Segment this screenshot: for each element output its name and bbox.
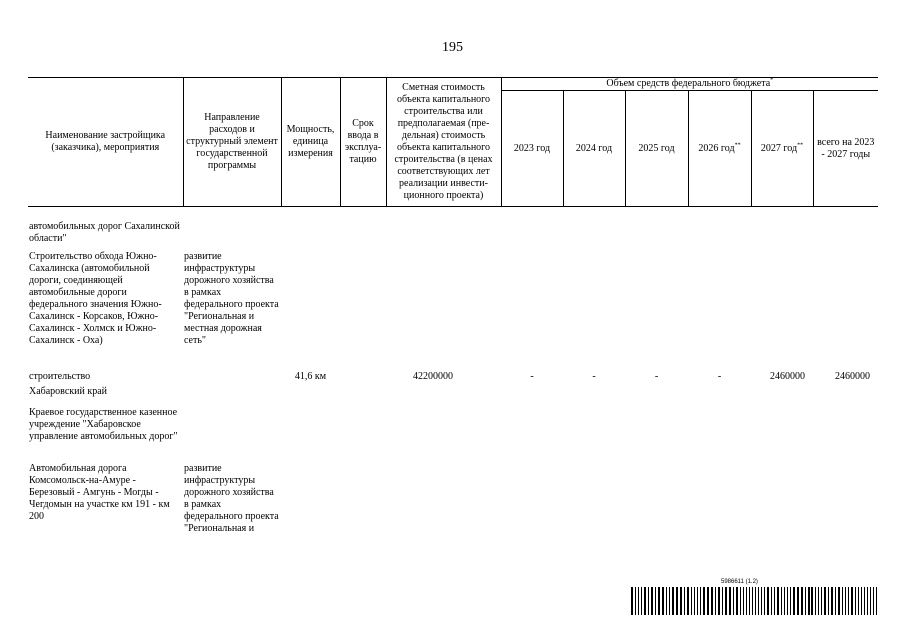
row-capacity: 41,6 км (294, 370, 327, 382)
header-year: 2027 год** (751, 91, 813, 207)
barcode-bar (676, 587, 678, 615)
barcode-bar (784, 587, 785, 615)
barcode-bar (758, 587, 759, 615)
barcode-bar (722, 587, 723, 615)
barcode-bar (752, 587, 753, 615)
barcode-bar (861, 587, 862, 615)
barcode-bar (767, 587, 769, 615)
barcode-bar (672, 587, 674, 615)
barcode-bar (729, 587, 731, 615)
row-value: - (530, 370, 534, 382)
header-deadline: Срок ввода в эксплуа-тацию (340, 78, 386, 207)
barcode-bar (666, 587, 667, 615)
barcode-bar (764, 587, 765, 615)
barcode-bar (842, 587, 843, 615)
barcode-bar (848, 587, 849, 615)
page-number: 195 (442, 40, 463, 55)
header-total: всего на 2023 - 2027 годы (813, 91, 878, 207)
row-direction: развитие инфраструктуры дорожного хозяйства в рамках федерального проекта "Региональная и местная дорожная сеть" (184, 250, 279, 346)
barcode-bar (858, 587, 859, 615)
barcode-bar (631, 587, 633, 615)
row-name: строительство (29, 370, 91, 382)
barcode-bar (746, 587, 747, 615)
header-federal-budget-label: Объем средств федерального бюджета (606, 78, 771, 89)
row-value: - (717, 370, 722, 382)
row-name: автомобильных дорог Сахалинской области" (29, 221, 180, 244)
barcode-bar (733, 587, 734, 615)
barcode-bar (662, 587, 664, 615)
barcode-caption: 5986611 (1.2) (721, 579, 758, 585)
barcode-bar (700, 587, 701, 615)
barcode-bar (687, 587, 689, 615)
barcode-bar (755, 587, 756, 615)
barcode-bar (867, 587, 868, 615)
barcode-bar (818, 587, 819, 615)
barcode-bar (805, 587, 806, 615)
barcode-bar (808, 587, 810, 615)
barcode-bar (703, 587, 705, 615)
barcode-bar (707, 587, 709, 615)
header-direction: Направление расходов и структурный элемент государственной программы (183, 78, 281, 207)
barcode-bar (835, 587, 836, 615)
row-total: 2460000 (835, 370, 871, 382)
table-row (28, 386, 878, 403)
barcode-bar (725, 587, 727, 615)
barcode-bar (824, 587, 826, 615)
barcode-bar (828, 587, 829, 615)
barcode-bar (718, 587, 720, 615)
barcode-bar (781, 587, 782, 615)
barcode-bar (761, 587, 762, 615)
barcode-bar (801, 587, 803, 615)
barcode-bar (740, 587, 741, 615)
row-name: Строительство обхода Южно-Сахалинска (автомобильной дороги, соединяющей автомобильные дороги федерального значения Южно-Сахалинск - Корсаков, Южно-Сахалинск - Холмск и Южно-Сахалинск - Оха) (29, 250, 162, 346)
barcode-block (631, 579, 881, 615)
barcode-bar (793, 587, 795, 615)
row-name: Автомобильная дорога Комсомольск-на-Амуре - Березовый - Амгунь - Могды - Чегдомын на участке км 191 - км 200 (29, 462, 170, 522)
table-row (28, 207, 878, 247)
barcode-image (631, 587, 881, 615)
barcode-bar (790, 587, 791, 615)
barcode-bar (870, 587, 871, 615)
barcode-bar (635, 587, 636, 615)
barcode-bar (697, 587, 698, 615)
table-row (28, 247, 878, 371)
barcode-bar (777, 587, 779, 615)
barcode-bar (736, 587, 738, 615)
barcode-bar (644, 587, 646, 615)
barcode-bar (855, 587, 856, 615)
barcode-bar (711, 587, 713, 615)
barcode-bar (638, 587, 639, 615)
row-value: 2460000 (770, 370, 805, 382)
barcode-bar (771, 587, 772, 615)
header-year: 2026 год** (688, 91, 751, 207)
table-row (28, 403, 878, 459)
row-value: - (654, 370, 659, 382)
barcode-bar (684, 587, 685, 615)
barcode-bar (787, 587, 788, 615)
header-name: Наименование застройщика (заказчика), мероприятия (28, 78, 183, 207)
barcode-bar (749, 587, 750, 615)
barcode-bar (743, 587, 744, 615)
barcode-bar (797, 587, 799, 615)
table-row (28, 459, 878, 551)
header-year: 2025 год (625, 91, 688, 207)
row-direction: развитие инфраструктуры дорожного хозяйства в рамках федерального проекта "Региональная и (184, 462, 279, 534)
header-cost: Сметная стоимость объекта капитального строительства или предполагаемая (пре-дельная) стоимость объекта капитального строительства (в ценах соответствующих лет реализации инвести-ционного проекта) (386, 78, 501, 207)
barcode-bar (641, 587, 642, 615)
barcode-bar (715, 587, 716, 615)
row-value: - (592, 370, 596, 382)
barcode-bar (838, 587, 840, 615)
barcode-bar (821, 587, 822, 615)
header-capacity: Мощность, единица измерения (281, 78, 340, 207)
header-federal-budget (501, 78, 878, 91)
table-row (28, 371, 878, 386)
row-cost: 42200000 (413, 370, 453, 382)
barcode-bar (651, 587, 653, 615)
row-name: Хабаровский край (29, 385, 107, 397)
barcode-bar (873, 587, 874, 615)
barcode-bar (680, 587, 682, 615)
header-federal-budget-mark: * (770, 77, 774, 84)
header-year: 2023 год (501, 91, 563, 207)
barcode-bar (669, 587, 670, 615)
barcode-bar (691, 587, 692, 615)
barcode-bar (815, 587, 816, 615)
header-year: 2024 год (563, 91, 625, 207)
budget-table (28, 77, 878, 551)
barcode-bar (774, 587, 775, 615)
barcode-bar (811, 587, 813, 615)
barcode-bar (864, 587, 865, 615)
barcode-bar (694, 587, 695, 615)
barcode-bar (648, 587, 649, 615)
barcode-bar (655, 587, 656, 615)
barcode-bar (831, 587, 833, 615)
barcode-bar (845, 587, 846, 615)
barcode-bar (876, 587, 877, 615)
barcode-bar (658, 587, 660, 615)
barcode-bar (851, 587, 853, 615)
row-name: Краевое государственное казенное учреждение "Хабаровское управление автомобильных дорог" (29, 406, 178, 442)
